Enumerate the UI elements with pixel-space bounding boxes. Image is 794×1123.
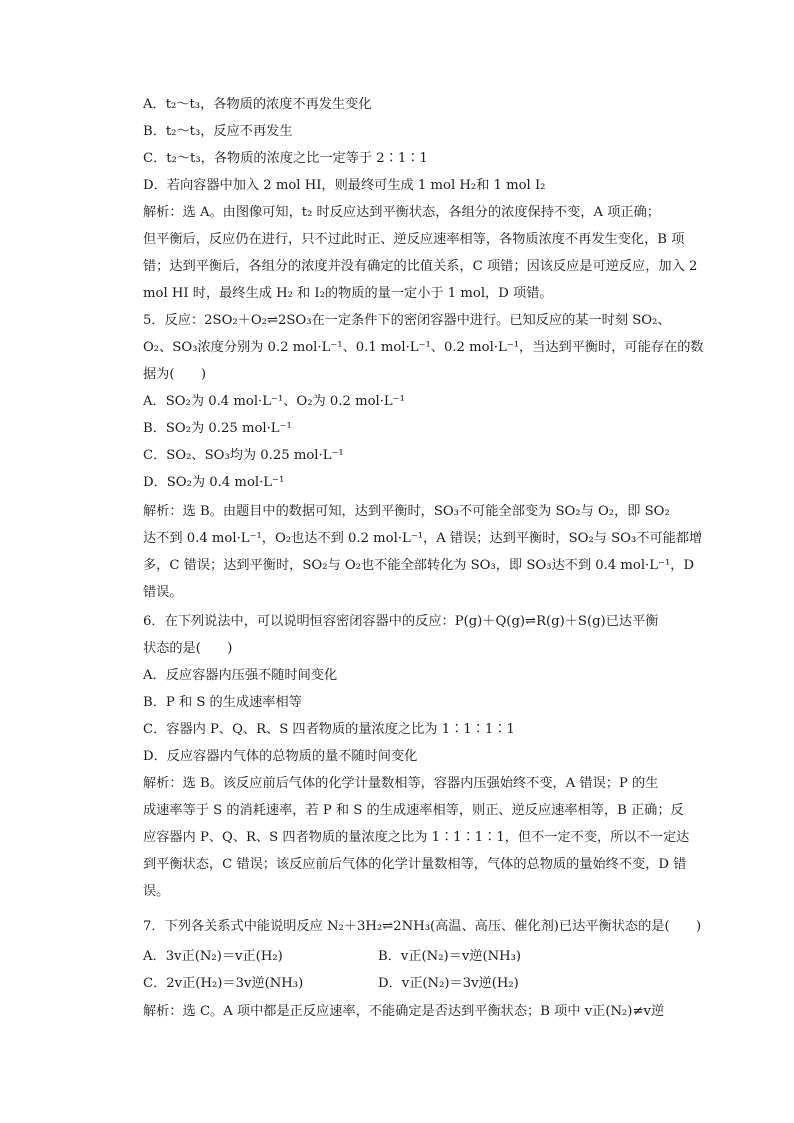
option-7a: A．3v正(N₂)＝v正(H₂) xyxy=(143,949,283,964)
option-7d: D．v正(N₂)＝3v逆(H₂) xyxy=(378,976,519,991)
text-line: A．反应容器内压强不随时间变化 xyxy=(143,668,338,683)
text-line: 错误。 xyxy=(143,585,183,600)
text-line: 误。 xyxy=(143,884,170,899)
text-line: 解析：选 C。A 项中都是正反应速率，不能确定是否达到平衡状态；B 项中 v正(N₂)≠v逆 xyxy=(143,1004,665,1019)
text-line: 错；达到平衡后，各组分的浓度并没有确定的比值关系，C 项错；因该反应是可逆反应，加入 2 xyxy=(143,259,698,274)
text-line: B．SO₂为 0.25 mol·L⁻¹ xyxy=(143,421,292,436)
text-line: 多，C 错误；达到平衡时，SO₂与 O₂也不能全部转化为 SO₃，即 SO₃达不到 0.4 mol·L⁻¹，D xyxy=(143,558,695,573)
text-line: 解析：选 B。由题目中的数据可知，达到平衡时，SO₃不可能全部变为 SO₂与 O₂，即 SO₂ xyxy=(143,504,670,519)
text-line: 据为( ) xyxy=(143,367,207,382)
text-line: 解析：选 A。由图像可知，t₂ 时反应达到平衡状态，各组分的浓度保持不变，A 项正确； xyxy=(143,205,660,220)
text-line: 状态的是( ) xyxy=(143,641,233,656)
text-line: D．若向容器中加入 2 mol HI，则最终可生成 1 mol H₂和 1 mol I₂ xyxy=(143,178,546,193)
text-line: 成速率等于 S 的消耗速率，若 P 和 S 的生成速率相等，则正、逆反应速率相等，B 正确；反 xyxy=(143,803,684,818)
text-line: D．SO₂为 0.4 mol·L⁻¹ xyxy=(143,475,285,490)
text-line: mol HI 时，最终生成 H₂ 和 I₂的物质的量一定小于 1 mol，D 项错。 xyxy=(143,286,553,301)
text-line: A．SO₂为 0.4 mol·L⁻¹、O₂为 0.2 mol·L⁻¹ xyxy=(143,394,405,409)
text-line: B．P 和 S 的生成速率相等 xyxy=(143,695,302,710)
option-7c: C．2v正(H₂)＝3v逆(NH₃) xyxy=(143,976,304,991)
text-line: A．t₂～t₃，各物质的浓度不再发生变化 xyxy=(143,97,372,112)
text-line: D．反应容器内气体的总物质的量不随时间变化 xyxy=(143,749,418,764)
text-line: 但平衡后，反应仍在进行，只不过此时正、逆反应速率相等，各物质浓度不再发生变化，B 项 xyxy=(143,232,685,247)
text-line: 到平衡状态，C 错误；该反应前后气体的化学计量数相等，气体的总物质的量始终不变，D 错 xyxy=(143,857,687,872)
text-line: 7．下列各关系式中能说明反应 N₂＋3H₂⇌2NH₃(高温、高压、催化剂)已达平衡状态的是( ) xyxy=(143,919,702,934)
text-line: 应容器内 P、Q、R、S 四者物质的量浓度之比为 1∶1∶1∶1，但不一定不变，所以不一定达 xyxy=(143,830,690,845)
text-line: 解析：选 B。该反应前后气体的化学计量数相等，容器内压强始终不变，A 错误；P 的生 xyxy=(143,776,659,791)
option-7b: B．v正(N₂)＝v逆(NH₃) xyxy=(378,949,522,964)
text-line: B．t₂～t₃，反应不再发生 xyxy=(143,124,293,139)
text-line: 5．反应：2SO₂＋O₂⇌2SO₃在一定条件下的密闭容器中进行。已知反应的某一时刻 SO₂、 xyxy=(143,313,671,328)
text-line: O₂、SO₃浓度分别为 0.2 mol·L⁻¹、0.1 mol·L⁻¹、0.2 mol·L⁻¹，当达到平衡时，可能存在的数 xyxy=(143,340,704,355)
text-line: C．t₂～t₃，各物质的浓度之比一定等于 2∶1∶1 xyxy=(143,151,428,166)
text-line: C．容器内 P、Q、R、S 四者物质的量浓度之比为 1∶1∶1∶1 xyxy=(143,722,515,737)
text-line: 6．在下列说法中，可以说明恒容密闭容器中的反应：P(g)＋Q(g)⇌R(g)＋S(g)已达平衡 xyxy=(143,614,659,629)
text-line: 达不到 0.4 mol·L⁻¹，O₂也达不到 0.2 mol·L⁻¹，A 错误；达到平衡时，SO₂与 SO₃不可能都增 xyxy=(143,531,703,546)
text-line: C．SO₂、SO₃均为 0.25 mol·L⁻¹ xyxy=(143,448,344,463)
